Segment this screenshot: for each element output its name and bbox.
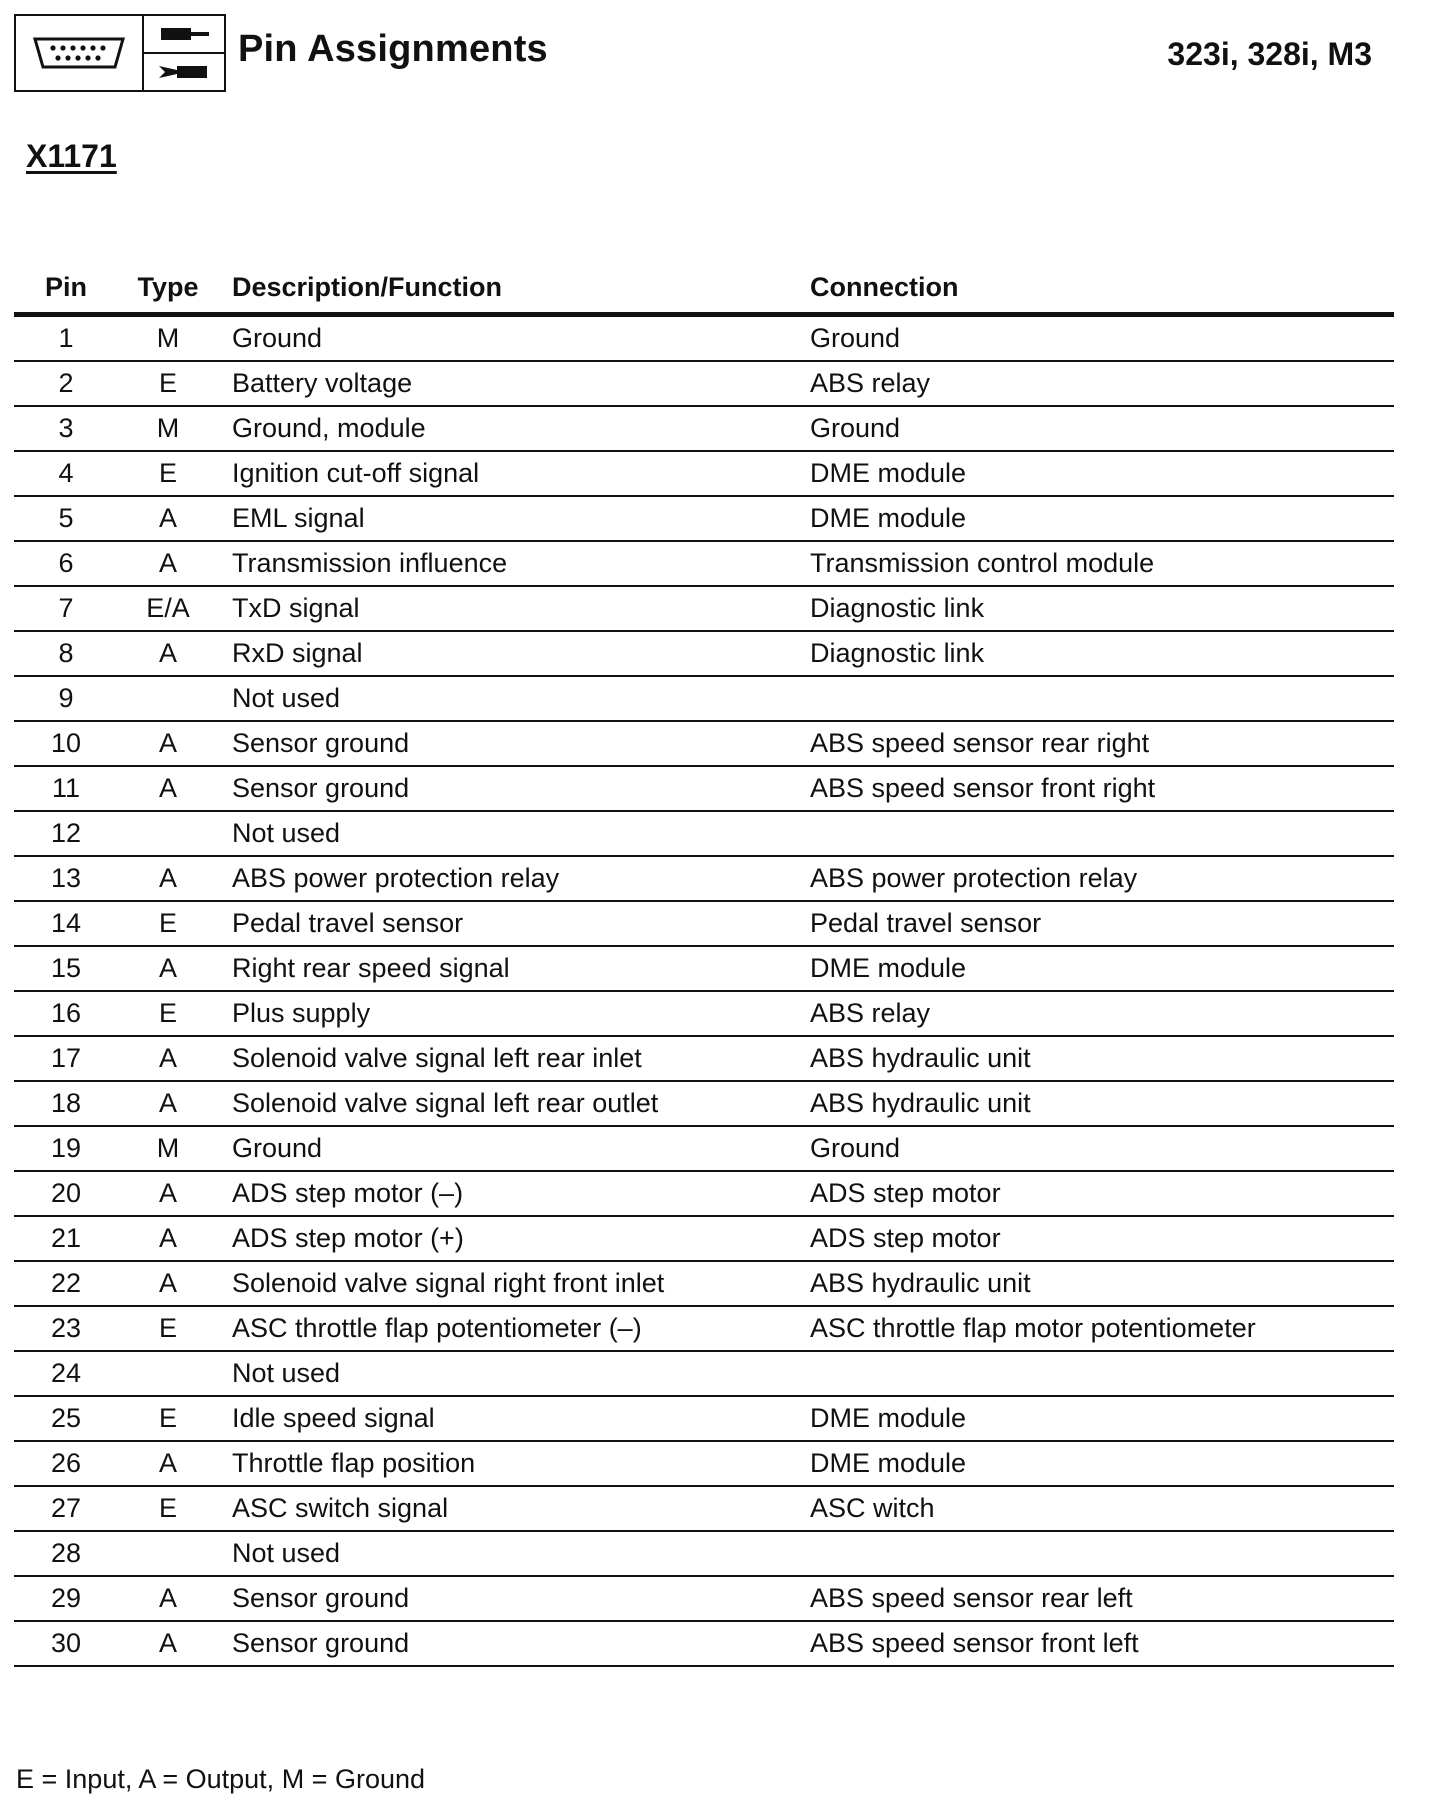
pin-cell: 1 xyxy=(14,315,118,362)
type-cell: E xyxy=(118,1486,218,1531)
description-cell: Ground xyxy=(218,315,810,362)
description-cell: Solenoid valve signal right front inlet xyxy=(218,1261,810,1306)
pin-cell: 10 xyxy=(14,721,118,766)
type-cell: E xyxy=(118,1306,218,1351)
table-row xyxy=(14,1216,1394,1261)
table-row xyxy=(14,361,1394,406)
type-legend: E = Input, A = Output, M = Ground xyxy=(16,1764,426,1794)
connection-cell: ABS speed sensor front right xyxy=(810,766,1394,811)
connection-cell: ABS hydraulic unit xyxy=(810,1081,1394,1126)
table-row xyxy=(14,991,1394,1036)
pin-cell: 23 xyxy=(14,1306,118,1351)
description-cell: Solenoid valve signal left rear outlet xyxy=(218,1081,810,1126)
type-cell: A xyxy=(118,1576,218,1621)
table-row xyxy=(14,496,1394,541)
connector-id: X1171 xyxy=(26,138,117,174)
description-cell: Throttle flap position xyxy=(218,1441,810,1486)
pin-female-icon xyxy=(144,54,224,90)
description-cell: Not used xyxy=(218,676,810,721)
type-cell: A xyxy=(118,946,218,991)
description-cell: RxD signal xyxy=(218,631,810,676)
column-header-type: Type xyxy=(118,262,218,315)
table-row xyxy=(14,1081,1394,1126)
pin-cell: 30 xyxy=(14,1621,118,1666)
description-cell: Pedal travel sensor xyxy=(218,901,810,946)
pin-cell: 25 xyxy=(14,1396,118,1441)
table-row xyxy=(14,406,1394,451)
pin-cell: 20 xyxy=(14,1171,118,1216)
type-cell: E xyxy=(118,901,218,946)
pin-cell: 24 xyxy=(14,1351,118,1396)
pin-cell: 15 xyxy=(14,946,118,991)
description-cell: ADS step motor (–) xyxy=(218,1171,810,1216)
table-row xyxy=(14,766,1394,811)
connection-cell: Transmission control module xyxy=(810,541,1394,586)
pin-cell: 9 xyxy=(14,676,118,721)
pin-cell: 26 xyxy=(14,1441,118,1486)
pin-cell: 12 xyxy=(14,811,118,856)
table-row xyxy=(14,1306,1394,1351)
type-cell: A xyxy=(118,1621,218,1666)
type-cell: A xyxy=(118,541,218,586)
type-cell: E xyxy=(118,1396,218,1441)
table-row xyxy=(14,631,1394,676)
connector-icon xyxy=(16,16,144,90)
table-row xyxy=(14,315,1394,362)
type-cell: M xyxy=(118,1126,218,1171)
description-cell: Not used xyxy=(218,1351,810,1396)
pin-cell: 29 xyxy=(14,1576,118,1621)
connection-cell: DME module xyxy=(810,496,1394,541)
type-cell: A xyxy=(118,856,218,901)
description-cell: Ground xyxy=(218,1126,810,1171)
type-cell: A xyxy=(118,1261,218,1306)
pin-cell: 19 xyxy=(14,1126,118,1171)
table-row xyxy=(14,541,1394,586)
pin-cell: 27 xyxy=(14,1486,118,1531)
connection-cell: Pedal travel sensor xyxy=(810,901,1394,946)
pin-cell: 13 xyxy=(14,856,118,901)
description-cell: Right rear speed signal xyxy=(218,946,810,991)
description-cell: Sensor ground xyxy=(218,766,810,811)
pin-male-icon xyxy=(144,16,224,54)
pin-assignment-table xyxy=(14,262,1394,1667)
type-cell: E xyxy=(118,451,218,496)
vehicle-models: 323i, 328i, M3 xyxy=(1167,36,1372,72)
description-cell: ASC switch signal xyxy=(218,1486,810,1531)
description-cell: Not used xyxy=(218,811,810,856)
type-cell: A xyxy=(118,1216,218,1261)
description-cell: Sensor ground xyxy=(218,1621,810,1666)
column-header-pin: Pin xyxy=(14,262,118,315)
type-cell: E xyxy=(118,991,218,1036)
pin-cell: 16 xyxy=(14,991,118,1036)
pin-cell: 5 xyxy=(14,496,118,541)
table-row xyxy=(14,451,1394,496)
table-row xyxy=(14,1576,1394,1621)
connection-cell xyxy=(810,1351,1394,1396)
table-row xyxy=(14,1261,1394,1306)
type-cell: E/A xyxy=(118,586,218,631)
table-row xyxy=(14,1396,1394,1441)
pin-cell: 14 xyxy=(14,901,118,946)
description-cell: Transmission influence xyxy=(218,541,810,586)
table-row xyxy=(14,586,1394,631)
connection-cell xyxy=(810,811,1394,856)
table-row xyxy=(14,1441,1394,1486)
table-row xyxy=(14,856,1394,901)
description-cell: Idle speed signal xyxy=(218,1396,810,1441)
type-cell xyxy=(118,1531,218,1576)
pin-cell: 21 xyxy=(14,1216,118,1261)
pin-cell: 8 xyxy=(14,631,118,676)
description-cell: Battery voltage xyxy=(218,361,810,406)
connection-cell: ADS step motor xyxy=(810,1216,1394,1261)
connection-cell xyxy=(810,1531,1394,1576)
pin-cell: 28 xyxy=(14,1531,118,1576)
type-cell: A xyxy=(118,766,218,811)
connection-cell: DME module xyxy=(810,946,1394,991)
description-cell: TxD signal xyxy=(218,586,810,631)
description-cell: ABS power protection relay xyxy=(218,856,810,901)
connection-cell: DME module xyxy=(810,451,1394,496)
table-row xyxy=(14,676,1394,721)
connection-cell: ABS relay xyxy=(810,361,1394,406)
description-cell: Sensor ground xyxy=(218,721,810,766)
table-row xyxy=(14,1486,1394,1531)
description-cell: Not used xyxy=(218,1531,810,1576)
type-cell: A xyxy=(118,496,218,541)
table-row xyxy=(14,1126,1394,1171)
table-row xyxy=(14,1531,1394,1576)
connection-cell: ABS speed sensor front left xyxy=(810,1621,1394,1666)
connection-cell: ADS step motor xyxy=(810,1171,1394,1216)
description-cell: ASC throttle flap potentiometer (–) xyxy=(218,1306,810,1351)
type-cell: A xyxy=(118,631,218,676)
pin-assignment-logo xyxy=(14,14,226,92)
type-cell xyxy=(118,1351,218,1396)
type-cell: M xyxy=(118,406,218,451)
connection-cell: Ground xyxy=(810,406,1394,451)
connection-cell: Ground xyxy=(810,1126,1394,1171)
pin-cell: 6 xyxy=(14,541,118,586)
pin-cell: 4 xyxy=(14,451,118,496)
table-row xyxy=(14,1621,1394,1666)
type-cell: A xyxy=(118,1081,218,1126)
table-body xyxy=(14,315,1394,1667)
type-cell: E xyxy=(118,361,218,406)
description-cell: Plus supply xyxy=(218,991,810,1036)
description-cell: Sensor ground xyxy=(218,1576,810,1621)
connection-cell: ASC witch xyxy=(810,1486,1394,1531)
type-cell xyxy=(118,811,218,856)
type-cell: M xyxy=(118,315,218,362)
type-cell xyxy=(118,676,218,721)
table-row xyxy=(14,1036,1394,1081)
pin-cell: 2 xyxy=(14,361,118,406)
description-cell: EML signal xyxy=(218,496,810,541)
connection-cell: DME module xyxy=(810,1396,1394,1441)
pin-cell: 3 xyxy=(14,406,118,451)
table-row xyxy=(14,946,1394,991)
connection-cell: ABS hydraulic unit xyxy=(810,1036,1394,1081)
table-row xyxy=(14,721,1394,766)
connection-cell: Diagnostic link xyxy=(810,631,1394,676)
pin-cell: 7 xyxy=(14,586,118,631)
type-cell: A xyxy=(118,1036,218,1081)
column-header-connection: Connection xyxy=(810,262,1394,315)
table-row xyxy=(14,901,1394,946)
description-cell: Solenoid valve signal left rear inlet xyxy=(218,1036,810,1081)
type-cell: A xyxy=(118,1171,218,1216)
pin-cell: 22 xyxy=(14,1261,118,1306)
pin-cell: 11 xyxy=(14,766,118,811)
type-cell: A xyxy=(118,721,218,766)
table-row xyxy=(14,1351,1394,1396)
connection-cell: ABS hydraulic unit xyxy=(810,1261,1394,1306)
connection-cell: ASC throttle flap motor potentiometer xyxy=(810,1306,1394,1351)
table-row xyxy=(14,1171,1394,1216)
connection-cell xyxy=(810,676,1394,721)
connection-cell: ABS speed sensor rear left xyxy=(810,1576,1394,1621)
connection-cell: ABS speed sensor rear right xyxy=(810,721,1394,766)
type-cell: A xyxy=(118,1441,218,1486)
page-title: Pin Assignments xyxy=(238,28,548,70)
table-header-row xyxy=(14,262,1394,315)
pin-cell: 18 xyxy=(14,1081,118,1126)
connection-cell: Diagnostic link xyxy=(810,586,1394,631)
description-cell: Ground, module xyxy=(218,406,810,451)
column-header-description: Description/Function xyxy=(218,262,810,315)
description-cell: ADS step motor (+) xyxy=(218,1216,810,1261)
connection-cell: ABS relay xyxy=(810,991,1394,1036)
description-cell: Ignition cut-off signal xyxy=(218,451,810,496)
connection-cell: ABS power protection relay xyxy=(810,856,1394,901)
connection-cell: Ground xyxy=(810,315,1394,362)
connection-cell: DME module xyxy=(810,1441,1394,1486)
pin-cell: 17 xyxy=(14,1036,118,1081)
table-row xyxy=(14,811,1394,856)
